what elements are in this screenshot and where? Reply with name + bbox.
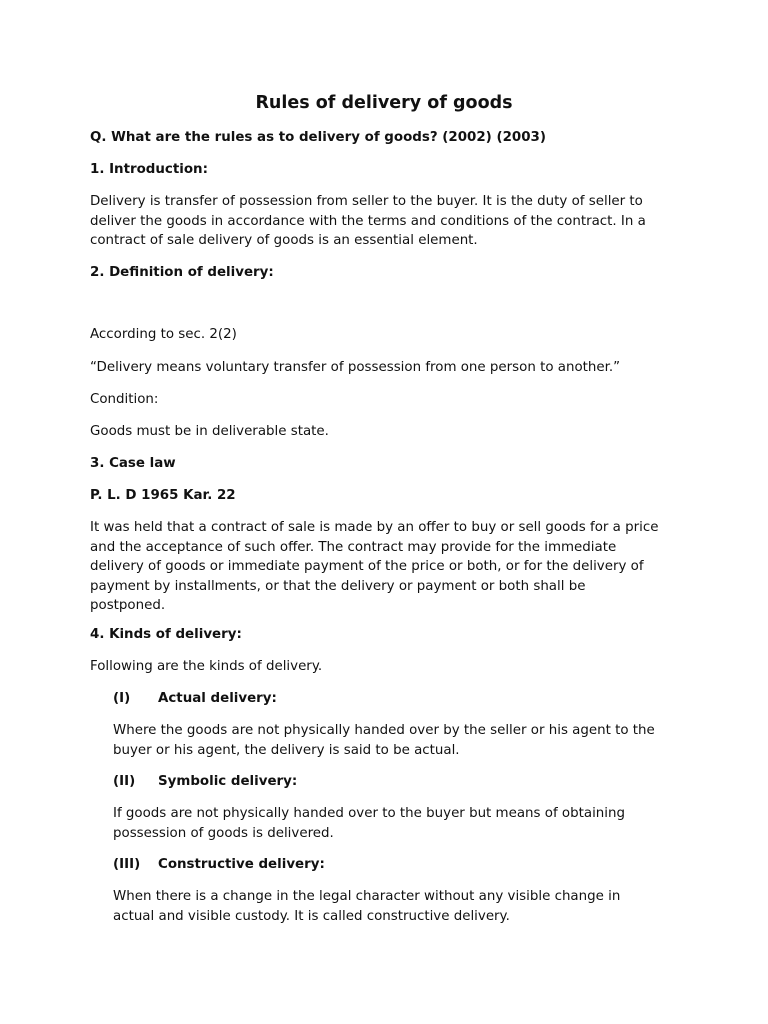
text-line: Delivery is transfer of possession from seller to the buyer. It is the duty of seller to	[90, 194, 643, 209]
case-law-paragraph	[90, 518, 680, 616]
text-line: It was held that a contract of sale is made by an offer to buy or sell goods for a price	[90, 520, 659, 535]
text-line: deliver the goods in accordance with the terms and conditions of the contract. In a	[90, 213, 646, 229]
kind-item-heading	[113, 855, 325, 875]
kind-item-number: (II)	[113, 774, 136, 789]
condition-text: Goods must be in deliverable state.	[90, 424, 329, 439]
kind-item-description	[113, 804, 683, 843]
text-line: payment by installments, or that the delivery or payment or both shall be	[90, 578, 586, 594]
text-line: possession of goods is delivered.	[113, 825, 334, 841]
text-line: postponed.	[90, 598, 166, 613]
kind-item-number: (I)	[113, 691, 131, 706]
case-citation: P. L. D 1965 Kar. 22	[90, 488, 236, 503]
introduction-paragraph	[90, 192, 680, 251]
condition-label: Condition:	[90, 392, 159, 407]
text-line: and the acceptance of such offer. The contract may provide for the immediate	[90, 539, 617, 555]
question-heading: Q. What are the rules as to delivery of goods? (2002) (2003)	[90, 130, 546, 145]
definition-quote: “Delivery means voluntary transfer of possession from one person to another.”	[90, 360, 621, 375]
kind-item-description	[113, 721, 683, 760]
case-law-heading: 3. Case law	[90, 456, 176, 471]
kind-item-heading	[113, 689, 277, 709]
kinds-intro: Following are the kinds of delivery.	[90, 659, 323, 674]
kind-item-label: Actual delivery:	[158, 691, 277, 706]
kind-item-label: Constructive delivery:	[158, 857, 325, 872]
text-line: contract of sale delivery of goods is an essential element.	[90, 233, 478, 248]
text-line: delivery of goods or immediate payment of the price or both, or for the delivery of	[90, 559, 644, 574]
text-line: actual and visible custody. It is called constructive delivery.	[113, 908, 510, 924]
page-title: Rules of delivery of goods	[255, 93, 513, 113]
kind-item-description	[113, 887, 683, 926]
text-line: Where the goods are not physically handed over by the seller or his agent to the	[113, 723, 655, 738]
introduction-heading: 1. Introduction:	[90, 162, 208, 177]
definition-heading: 2. Definition of delivery:	[90, 265, 274, 280]
kind-item-heading	[113, 772, 297, 792]
text-line: If goods are not physically handed over to the buyer but means of obtaining	[113, 806, 625, 821]
kind-item-label: Symbolic delivery:	[158, 774, 298, 789]
kind-item-number: (III)	[113, 857, 141, 872]
text-line: When there is a change in the legal character without any visible change in	[113, 889, 621, 904]
text-line: buyer or his agent, the delivery is said to be actual.	[113, 742, 460, 758]
kinds-heading: 4. Kinds of delivery:	[90, 627, 242, 642]
according-text: According to sec. 2(2)	[90, 327, 237, 342]
